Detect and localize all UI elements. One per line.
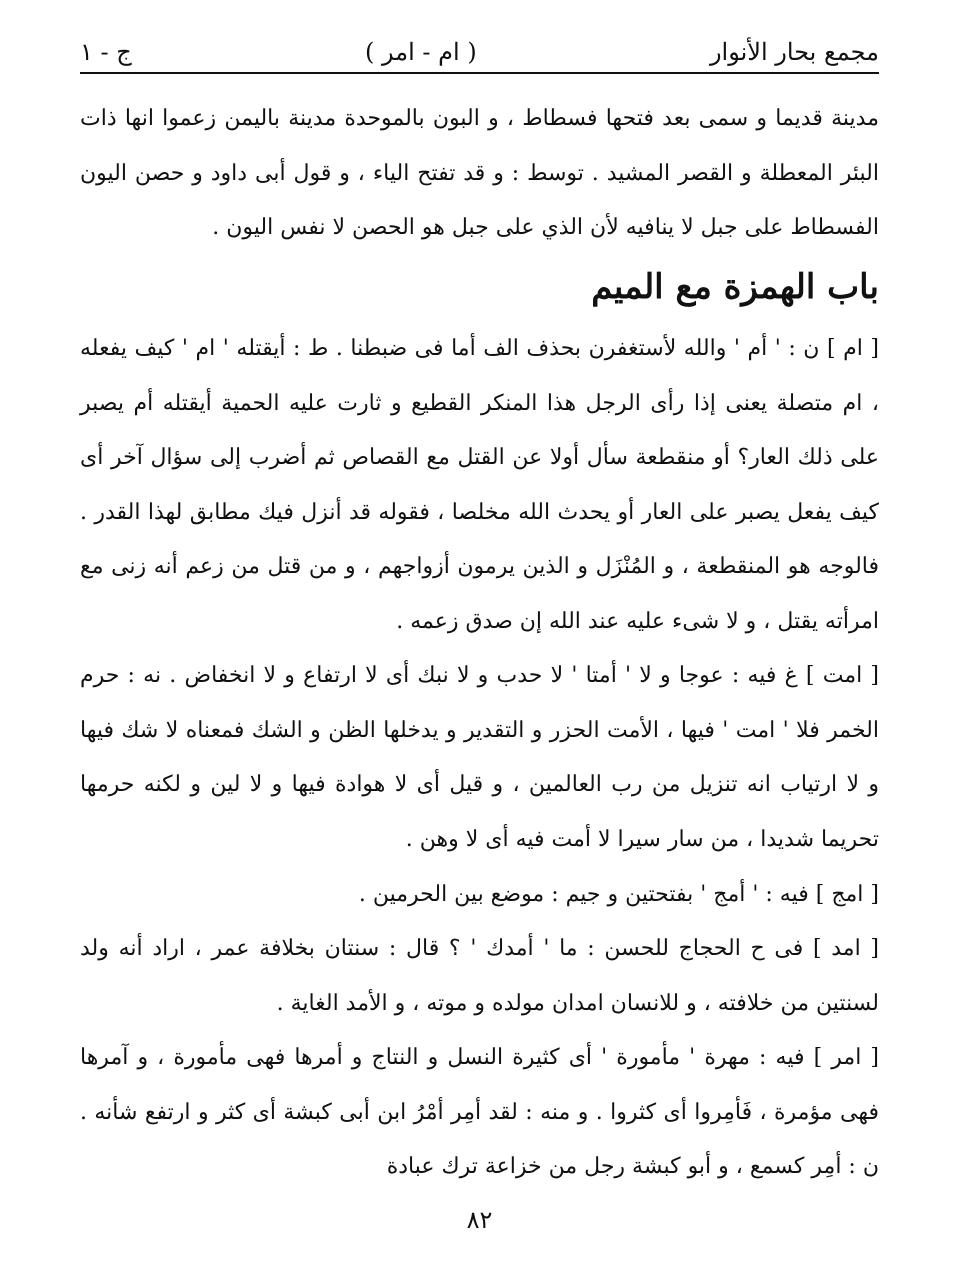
page-number: ٨٢	[466, 1206, 493, 1234]
header-book-title: مجمع بحار الأنوار	[709, 38, 879, 66]
header-section-range: ( ام - امر )	[365, 38, 477, 66]
entry-amj: [ امج ] فيه : ' أمج ' بفتحتين و جيم : موضع بين الحرمين .	[358, 881, 879, 907]
header-divider	[80, 72, 879, 74]
running-header	[80, 26, 879, 66]
paragraph-continuation: مدينة قديما و سمى بعد فتحها فسطاط ، و البون بالموحدة مدينة باليمن زعموا انها ذات البئر المعطلة و القصر المشيد . توسط : و قد تفتح الياء ، و قول أبى داود و حصن اليون الفسطاط على جبل لا ينافيه لأن الذي على جبل هو الحصن لا نفس اليون .	[80, 106, 879, 241]
chapter-title: باب الهمزة مع الميم	[591, 266, 879, 307]
entry-am: [ ام ] ن : ' أم ' والله لأستغفرن بحذف الف أما فى ضبطنا . ط : أيقتله ' ام ' كيف يفعله ، ام متصلة يعنى إذا رأى الرجل هذا المنكر القطيع و ثارت عليه الحمية أيقتله أم يصبر على ذلك العار؟ أو منقطعة سأل أولا عن القتل مع القصاص ثم أضرب إلى سؤال آخر أى كيف يفعل يصبر على العار أو يحدث الله مخلصا ، فقوله قد أنزل فيك مطابق لهذا القدر . فالوجه هو المنقطعة ، و المُنْزَل و الذين يرمون أزواجهم ، و من قتل من زعم أنه زنى مع امرأته يقتل ، و لا شىء عليه عند الله إن صدق زعمه .	[80, 336, 879, 634]
page-body	[80, 92, 879, 1195]
entry-amr: [ امر ] فيه : مهرة ' مأمورة ' أى كثيرة النسل و النتاج و أمرها فهى مأمورة ، و آمرها فهى مؤمرة ، فَأمِروا أى كثروا . و منه : لقد أمِر أمْرُ ابن أبى كبشة أى كثر و ارتفع شأنه . ن : أمِر كسمع ، و أبو كبشة رجل من خزاعة ترك عبادة	[80, 1045, 879, 1180]
entry-amd: [ امد ] فى ح الحجاج للحسن : ما ' أمدك ' ؟ قال : سنتان بخلافة عمر ، اراد أنه ولد لسنتين من خلافته ، و للانسان امدان مولده و موته ، و الأمد الغاية .	[80, 936, 879, 1016]
header-volume: ج - ١	[80, 38, 132, 66]
entry-amt: [ امت ] غ فيه : عوجا و لا ' أمتا ' لا حدب و لا نبك أى لا ارتفاع و لا انخفاض . نه : حرم الخمر فلا ' امت ' فيها ، الأمت الحزر و التقدير و يدخلها الظن و الشك فمعناه لا شك فيها و لا ارتياب انه تنزيل من رب العالمين ، و قيل أى لا هوادة فيها و لا لين و لكنه حرمها تحريما شديدا ، من سار سيرا لا أمت فيه أى لا وهن .	[80, 663, 879, 852]
